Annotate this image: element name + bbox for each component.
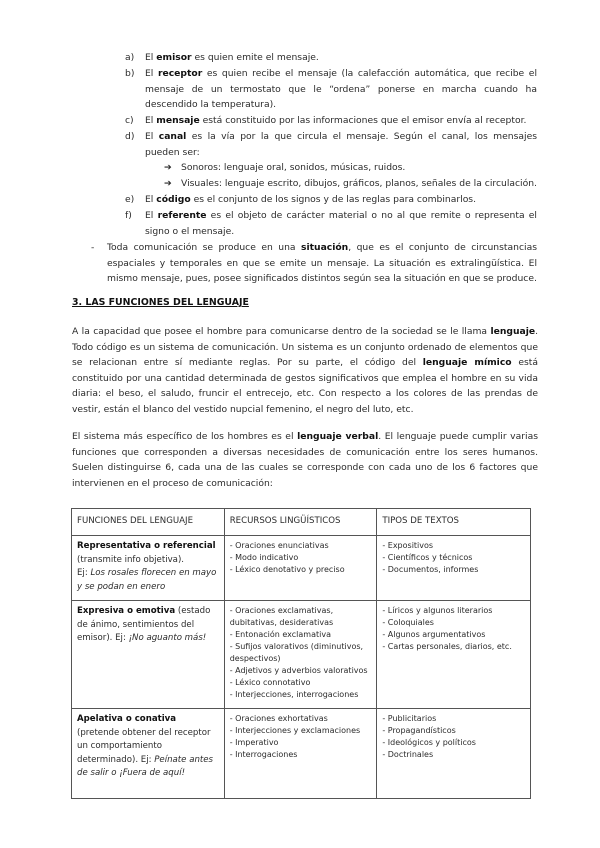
list-item: - Adjetivos y adverbios valorativos <box>229 666 368 675</box>
funcion-cell <box>72 601 225 709</box>
list-item: - Propagandísticos <box>382 726 456 735</box>
list-text: es el conjunto de los signos y de las reglas para combinarlos. <box>190 194 477 205</box>
term-receptor: receptor <box>157 68 203 79</box>
funcion-cell <box>72 536 225 601</box>
list-item-emisor <box>145 50 537 66</box>
list-item: - Interjecciones y exclamaciones <box>229 726 361 735</box>
list-marker-b: b) <box>125 68 135 79</box>
list-text: El <box>145 68 158 79</box>
list-item: - Oraciones enunciativas <box>229 541 329 550</box>
list-text: El <box>145 194 157 205</box>
term-canal: canal <box>158 131 187 142</box>
list-item: - Léxico denotativo y preciso <box>229 565 345 574</box>
list-item: - Interrogaciones <box>229 750 298 759</box>
funcion-desc: (transmite info objetiva). <box>77 554 185 565</box>
section-heading: 3. LAS FUNCIONES DEL LENGUAJE <box>72 297 249 308</box>
canal-visuales: Visuales: lenguaje escrito, dibujos, gráficos, planos, señales de la circulación. <box>181 178 537 189</box>
list-text: es el objeto de carácter material o no al que remite o representa el signo o el mensaje. <box>145 210 537 237</box>
funcion-example: ¡No aguanto más! <box>128 633 207 643</box>
funcion-example: Peínate antes de salir o ¡Fuera de aquí! <box>77 754 214 778</box>
list-item: - Entonación exclamativa <box>229 630 331 639</box>
arrow-right-icon: ➔ <box>164 162 172 173</box>
table-row <box>72 536 531 601</box>
list-text: El <box>145 131 159 142</box>
list-item: - Modo indicativo <box>229 553 299 562</box>
list-item: - Científicos y técnicos <box>382 553 473 562</box>
table-header: FUNCIONES DEL LENGUAJE <box>72 509 225 536</box>
paragraph-text: está constituido por una cantidad determinada de gestos significativos que emplea el hombre en su vida diaria: el beso, el saludo, fruncir el entrecejo, etc. Con respecto a los colores de las prendas de vestir, están el blanco del vestido nupcial femenino, el negro del luto, etc. <box>72 357 538 415</box>
tipos-cell <box>377 709 531 799</box>
list-marker-c: c) <box>125 115 134 126</box>
term-referente: referente <box>157 210 207 221</box>
example-label: Ej: <box>77 568 91 578</box>
list-item: - Imperativo <box>229 738 279 747</box>
paragraph-text: , que es el conjunto de circunstancias espaciales y temporales en que se emite un mensaje. La situación es extralingüística. El mismo mensaje, pues, posee significados distintos según sea la situación en que se produce. <box>107 242 537 284</box>
paragraph-text: A la capacidad que posee el hombre para comunicarse dentro de la sociedad se le llama <box>72 326 491 337</box>
term-lenguaje: lenguaje <box>490 326 536 337</box>
paragraph-text: . El lenguaje puede cumplir varias funciones que corresponden a diversas necesidades de comunicación entre los seres humanos. Suelen distinguirse 6, cada una de las cuales se corresponde con cada uno de los 6 factores que intervienen en el proceso de comunicación: <box>72 431 538 489</box>
funcion-desc: (pretende obtener del receptor un comportamiento determinado). Ej: <box>77 727 211 765</box>
list-item: - Doctrinales <box>382 750 434 759</box>
funcion-name: Apelativa o conativa <box>77 714 177 724</box>
recursos-cell <box>224 601 377 709</box>
term-emisor: emisor <box>156 52 192 63</box>
list-item: - Publicitarios <box>382 714 437 723</box>
list-item-referente <box>145 208 537 239</box>
term-mensaje: mensaje <box>156 115 200 126</box>
list-marker-e: e) <box>125 194 135 205</box>
paragraph-text: Toda comunicación se produce en una <box>107 242 302 253</box>
list-item: - Expositivos <box>382 541 434 550</box>
list-marker-f: f) <box>125 210 132 221</box>
recursos-cell <box>224 536 377 601</box>
list-text: El <box>145 115 157 126</box>
list-text: es quien emite el mensaje. <box>191 52 319 63</box>
funcion-cell <box>72 709 225 799</box>
funcion-name: Representativa o referencial <box>77 541 216 551</box>
list-item: - Oraciones exclamativas, dubitativas, desiderativas <box>229 606 334 627</box>
list-marker-a: a) <box>125 52 135 63</box>
funcion-name: Expresiva o emotiva <box>77 606 176 616</box>
list-item-canal <box>145 129 537 160</box>
paragraph-text: . Todo código es un sistema de comunicación. Un sistema es un conjunto ordenado de elementos que se relacionan entre sí mediante reglas. Por su parte, el código del <box>72 326 538 368</box>
list-item-codigo <box>145 192 537 208</box>
list-item-mensaje <box>145 113 537 129</box>
funcion-desc: (estado de ánimo, sentimientos del emisor). Ej: <box>77 606 211 643</box>
list-text: está constituido por las informaciones que el emisor envía al receptor. <box>199 115 527 126</box>
list-item: - Documentos, informes <box>382 565 479 574</box>
list-item: - Líricos y algunos literarios <box>382 606 493 615</box>
funciones-table <box>71 508 531 799</box>
table-row <box>72 601 531 709</box>
lenguaje-verbal-paragraph <box>72 429 538 491</box>
table-header-row <box>72 509 531 536</box>
funcion-example: Los rosales florecen en mayo y se podan en enero <box>77 568 217 592</box>
list-text: es la vía por la que circula el mensaje. Según el canal, los mensajes pueden ser: <box>145 131 538 158</box>
table-header: TIPOS DE TEXTOS <box>377 509 531 536</box>
arrow-right-icon: ➔ <box>164 178 172 189</box>
paragraph-text: El sistema más específico de los hombres es el <box>72 431 298 442</box>
list-item: - Sufijos valorativos (diminutivos, despectivos) <box>229 642 364 663</box>
list-item: - Coloquiales <box>382 618 434 627</box>
term-codigo: código <box>156 194 191 205</box>
recursos-cell <box>224 709 377 799</box>
bullet-marker: - <box>91 242 95 253</box>
canal-sonoros: Sonoros: lenguaje oral, sonidos, músicas, ruidos. <box>181 162 406 173</box>
list-text: es quien recibe el mensaje (la calefacción automática, que recibe el mensaje de un termostato que le “ordena” ponerse en marcha cuando ha descendido la temperatura). <box>145 68 537 110</box>
list-item-receptor <box>145 66 537 113</box>
list-item: - Ideológicos y políticos <box>382 738 476 747</box>
table-row <box>72 709 531 799</box>
tipos-cell <box>377 601 531 709</box>
lenguaje-paragraph <box>72 324 538 417</box>
list-item: - Oraciones exhortativas <box>229 714 328 723</box>
list-item: - Cartas personales, diarios, etc. <box>382 642 512 651</box>
list-text: El <box>145 52 157 63</box>
list-marker-d: d) <box>125 131 135 142</box>
list-item: - Léxico connotativo <box>229 678 311 687</box>
term-lenguaje-verbal: lenguaje verbal <box>297 431 379 442</box>
term-situacion: situación <box>301 242 349 253</box>
situacion-paragraph <box>107 240 537 287</box>
term-lenguaje-mimico: lenguaje mímico <box>422 357 512 368</box>
list-item: - Algunos argumentativos <box>382 630 486 639</box>
table-header: RECURSOS LINGÜÍSTICOS <box>224 509 377 536</box>
list-item: - Interjecciones, interrogaciones <box>229 690 359 699</box>
tipos-cell <box>377 536 531 601</box>
list-text: El <box>145 210 158 221</box>
